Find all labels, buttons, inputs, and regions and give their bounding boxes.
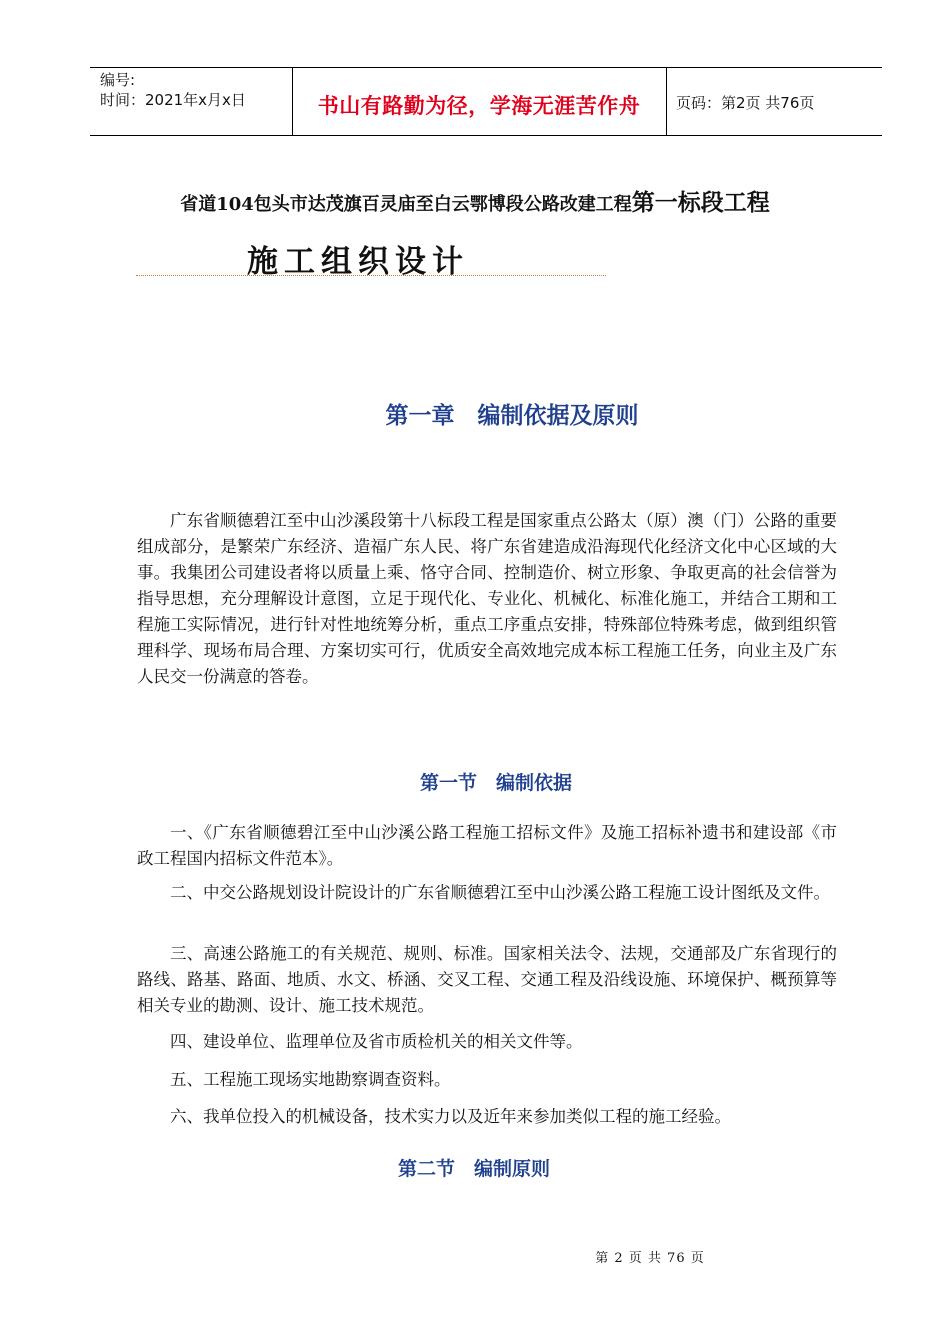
basis-item-1: 一、《广东省顺德碧江至中山沙溪公路工程施工招标文件》及施工招标补遗书和建设部《市政工程国内招标文件范本》。 [137, 823, 837, 868]
document-title-part2: 第一标段工程 [631, 189, 770, 216]
intro-paragraph [137, 508, 837, 690]
document-number-label: 编号: [100, 71, 136, 89]
header-motto: 书山有路勤为径，学海无涯苦作舟 [317, 93, 641, 118]
header-rule-bottom [90, 135, 882, 136]
title-underline [136, 275, 606, 276]
header-page-number: 页码：第2页 共76页 [676, 94, 815, 112]
document-title-part1: 省道104包头市达茂旗百灵庙至白云鄂博段公路改建工程 [180, 194, 632, 215]
page-footer: 第 2 页 共 76 页 [595, 1251, 705, 1266]
document-date: 时间：2021年x月x日 [100, 91, 246, 109]
chapter-heading: 第一章 编制依据及原则 [385, 403, 639, 429]
basis-item-2: 二、中交公路规划设计院设计的广东省顺德碧江至中山沙溪公路工程施工设计图纸及文件。 [170, 883, 830, 902]
document-title [0, 184, 950, 217]
basis-item-6: 六、我单位投入的机械设备，技术实力以及近年来参加类似工程的施工经验。 [170, 1107, 731, 1126]
section-heading-principles: 第二节 编制原则 [398, 1158, 551, 1180]
header-divider-right [666, 67, 667, 136]
header-meta [100, 70, 246, 110]
section-heading-basis: 第一节 编制依据 [420, 772, 573, 794]
basis-item-4: 四、建设单位、监理单位及省市质检机关的相关文件等。 [170, 1032, 583, 1051]
intro-text: 广东省顺德碧江至中山沙溪段第十八标段工程是国家重点公路太（原）澳（门）公路的重要组成部分，是繁荣广东经济、造福广东人民、将广东省建造成沿海现代化经济文化中心区域的大事。我集团公司建设者将以质量上乘、恪守合同、控制造价、树立形象、争取更高的社会信誉为指导思想，充分理解设计意图，立足于现代化、专业化、机械化、标准化施工，并结合工期和工程施工实际情况，进行针对性地统筹分析，重点工序重点安排，特殊部位特殊考虑，做到组织管理科学、现场布局合理、方案切实可行，优质安全高效地完成本标工程施工任务，向业主及广东人民交一份满意的答卷。 [137, 511, 837, 686]
basis-item-3: 三、高速公路施工的有关规范、规则、标准。国家相关法令、法规，交通部及广东省现行的路线、路基、路面、地质、水文、桥涵、交叉工程、交通工程及沿线设施、环境保护、概预算等相关专业的勘测、设计、施工技术规范。 [137, 944, 837, 1015]
header-rule-top [90, 67, 882, 68]
document-subtitle: 施工组织设计 [247, 244, 469, 280]
basis-item-5: 五、工程施工现场实地勘察调查资料。 [170, 1070, 451, 1089]
